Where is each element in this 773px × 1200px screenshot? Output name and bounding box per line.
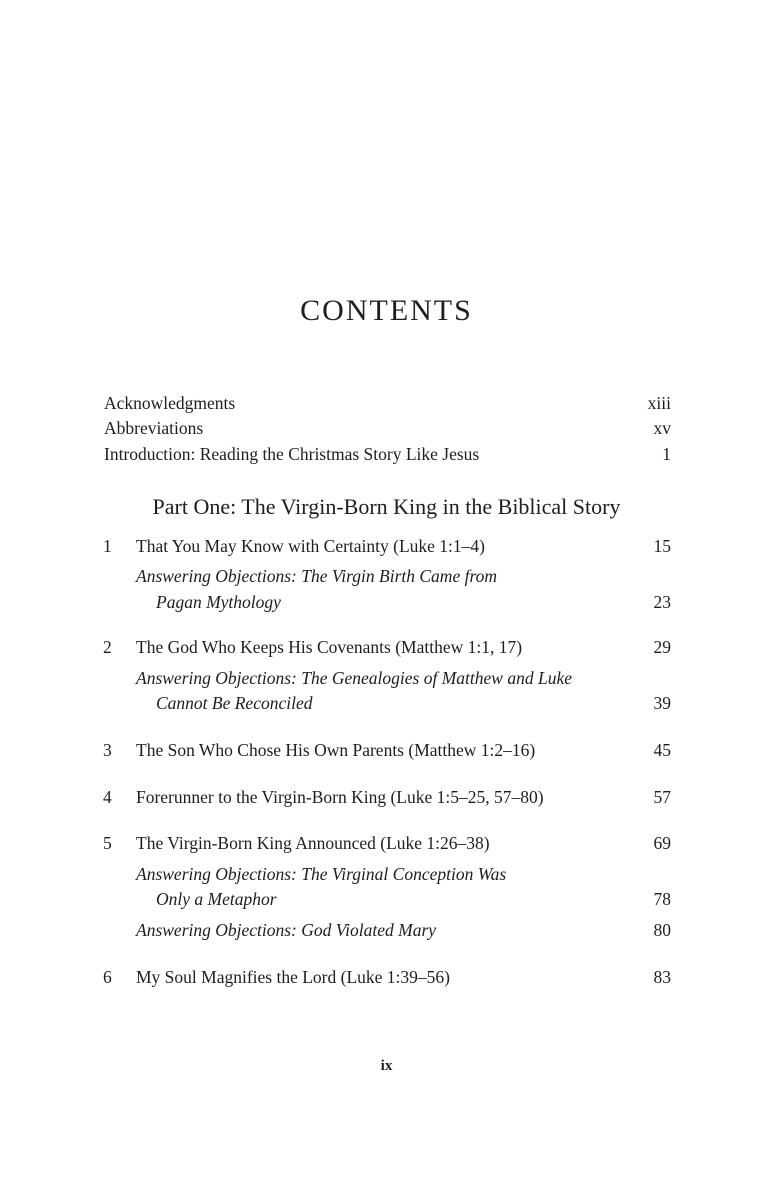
objection-title: Answering Objections: God Violated Mary: [136, 920, 437, 940]
objection-page: 23: [653, 592, 671, 612]
chapter-title: The Virgin-Born King Announced (Luke 1:26–38): [136, 833, 490, 853]
chapter-title: The God Who Keeps His Covenants (Matthew 1:1, 17): [136, 637, 523, 657]
chapter-title: That You May Know with Certainty (Luke 1:1–4): [136, 536, 485, 556]
chapter-page: 15: [653, 536, 671, 556]
chapter-number: 3: [103, 740, 112, 760]
objection-title: Answering Objections: The Virgin Birth Came from: [136, 566, 497, 586]
objection-title: Answering Objections: The Genealogies of Matthew and Luke: [136, 668, 572, 688]
toc-entry-label: Introduction: Reading the Christmas Story Like Jesus: [104, 444, 480, 464]
toc-entry-page: 1: [662, 444, 671, 464]
chapter-title: My Soul Magnifies the Lord (Luke 1:39–56): [136, 967, 450, 987]
chapter-number: 5: [103, 833, 112, 853]
toc-entry-page: xv: [653, 418, 671, 438]
objection-title-cont: Pagan Mythology: [156, 592, 281, 612]
page-title: CONTENTS: [300, 294, 473, 327]
objection-title: Answering Objections: The Virginal Conception Was: [136, 864, 507, 884]
chapter-page: 57: [653, 787, 671, 807]
chapter-title: Forerunner to the Virgin-Born King (Luke 1:5–25, 57–80): [136, 787, 544, 807]
objection-title-cont: Only a Metaphor: [156, 889, 277, 909]
toc-entry-label: Abbreviations: [104, 418, 204, 438]
toc-entry-label: Acknowledgments: [104, 393, 236, 413]
chapter-number: 2: [103, 637, 112, 657]
chapter-page: 29: [653, 637, 671, 657]
objection-title-cont: Cannot Be Reconciled: [156, 693, 313, 713]
toc-entry-page: xiii: [647, 393, 671, 413]
objection-page: 80: [653, 920, 671, 940]
part-heading: Part One: The Virgin-Born King in the Biblical Story: [152, 494, 621, 519]
chapter-number: 6: [103, 967, 112, 987]
objection-page: 39: [653, 693, 671, 713]
chapter-page: 45: [653, 740, 671, 760]
objection-page: 78: [653, 889, 671, 909]
chapter-number: 4: [103, 787, 112, 807]
chapter-number: 1: [103, 536, 112, 556]
page-number: ix: [380, 1058, 393, 1074]
chapter-page: 83: [653, 967, 671, 987]
chapter-title: The Son Who Chose His Own Parents (Matthew 1:2–16): [136, 740, 536, 760]
chapter-page: 69: [653, 833, 671, 853]
